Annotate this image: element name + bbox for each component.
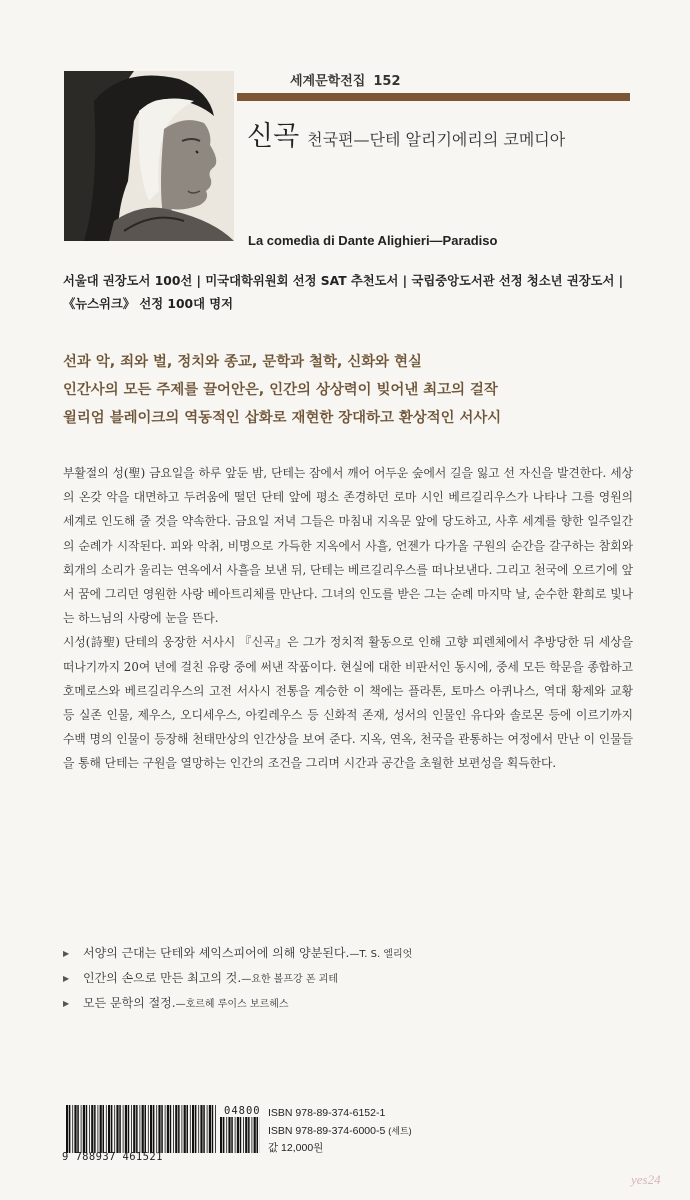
barcode-bar xyxy=(248,1117,250,1153)
barcode-digits: 9 788937 461521 xyxy=(62,1151,163,1163)
quote-item xyxy=(63,941,633,966)
barcode-bar xyxy=(77,1105,79,1153)
barcode-bar xyxy=(182,1105,183,1153)
barcode-bar xyxy=(108,1105,110,1153)
barcode-bar xyxy=(111,1105,113,1153)
barcode-bar xyxy=(173,1105,174,1153)
barcode-bar xyxy=(94,1105,96,1153)
barcode-bar xyxy=(240,1117,242,1153)
series-number: 152 xyxy=(373,74,401,89)
barcode-bar xyxy=(192,1105,194,1153)
barcode-bar xyxy=(220,1117,222,1153)
quote-text: 모든 문학의 절정. xyxy=(83,996,176,1010)
quote-text: 서양의 근대는 단테와 셰익스피어에 의해 양분된다. xyxy=(83,946,350,960)
barcode-bar xyxy=(257,1117,259,1153)
barcode-bar xyxy=(178,1105,180,1153)
isbn-line: ISBN 978-89-374-6152-1 xyxy=(268,1107,386,1119)
barcode-bar xyxy=(136,1105,138,1153)
watermark-logo: yes24 xyxy=(631,1172,661,1187)
description-paragraph: 시성(詩聖) 단테의 웅장한 서사시 『신곡』은 그가 정치적 활동으로 인해 고향 피렌체에서 추방당한 뒤 세상을 떠나기까지 20여 년에 걸친 유랑 중에 써낸 작품이다. 현실에 대한 비판서인 동시에, 중세 모든 학문을 종합하고 호메로스와 베르길리우스의 고전 서사시 전통을 계승한 이 책에는 플라톤, 토마스 아퀴나스, 역대 황제와 교황 등 실존 인물, 제우스, 오디세우스, 아킬레우스 등 신화적 존재, 성서의 인물인 유다와 솔로몬 등에 이르기까지 수백 명의 인물이 등장해 천태만상의 인간상을 보여 준다. 지옥, 연옥, 천국을 관통하는 여정에서 만난 이 인물들을 통해 단테는 구원을 열망하는 인간의 조건을 그리며 시간과 공간을 초월한 보편성을 획득한다. xyxy=(63,635,633,771)
header-rule xyxy=(237,93,630,101)
barcode-bar xyxy=(200,1105,202,1153)
book-description xyxy=(63,461,633,776)
triangle-bullet-icon: ▶ xyxy=(63,949,70,958)
barcode-bar xyxy=(66,1105,68,1153)
barcode-bar xyxy=(198,1105,199,1153)
barcode-bar xyxy=(170,1105,172,1153)
barcode-bar xyxy=(190,1105,191,1153)
barcode-bar xyxy=(114,1105,115,1153)
barcode-bar xyxy=(237,1117,239,1153)
barcode-bar xyxy=(131,1105,132,1153)
barcode-bar xyxy=(187,1105,189,1153)
barcode xyxy=(60,1103,260,1163)
barcode-bar xyxy=(235,1117,236,1153)
barcode-bar xyxy=(231,1117,233,1153)
triangle-bullet-icon: ▶ xyxy=(63,999,70,1008)
title-main: 신곡 xyxy=(247,121,300,152)
barcode-bar xyxy=(226,1117,227,1153)
description-paragraph: 부활절의 성(聖) 금요일을 하루 앞둔 밤, 단테는 잠에서 깨어 어두운 숲에서 길을 잃고 선 자신을 발견한다. 세상의 온갖 악을 대면하고 두려움에 떨던 단테 앞에 평소 존경하던 로마 시인 베르길리우스가 나타나 그를 영원의 세계로 인도해 줄 것을 약속한다. 금요일 저녁 그들은 마침내 지옥문 앞에 당도하고, 사후 세계를 향한 일주일간의 순례가 시작된다. 피와 악취, 비명으로 가득한 지옥에서 사흘, 언젠가 다가올 구원의 순간을 갈구하는 참회와 회개의 소리가 울리는 연옥에서 사흘을 보낸 뒤, 단테는 베르길리우스를 떠나보낸다. 그리고 천국에 오르기에 앞서 꿈에 그리던 영원한 사랑 베아트리체를 만난다. 그녀의 인도를 받은 그는 순례 마지막 날, 순수한 환희로 빛나는 하느님의 사랑에 눈을 뜬다. xyxy=(63,466,633,626)
barcode-bar xyxy=(195,1105,197,1153)
isbn-set-label: (세트) xyxy=(388,1125,412,1136)
barcode-bar xyxy=(156,1105,157,1153)
original-title: La comedìa di Dante Alighieri—Paradiso xyxy=(248,233,498,248)
highlight-line: 인간사의 모든 주제를 끌어안은, 인간의 상상력이 빚어낸 최고의 걸작 xyxy=(63,382,498,398)
barcode-bar xyxy=(74,1105,76,1153)
highlight-line: 선과 악, 죄와 벌, 정치와 종교, 문학과 철학, 신화와 현실 xyxy=(63,354,422,370)
barcode-bar xyxy=(86,1105,88,1153)
dante-portrait-icon xyxy=(64,71,234,241)
isbn-set-line xyxy=(268,1123,412,1141)
title-subtitle: 천국편—단테 알리기에리의 코메디아 xyxy=(307,130,566,149)
barcode-bar xyxy=(119,1105,121,1153)
series-name: 세계문학전집 xyxy=(290,74,366,89)
barcode-bar xyxy=(207,1105,208,1153)
barcode-addon-digits: 04800 xyxy=(224,1105,261,1117)
quote-text: 인간의 손으로 만든 최고의 것. xyxy=(83,971,242,985)
barcode-bar xyxy=(161,1105,163,1153)
dante-portrait-image xyxy=(64,71,234,241)
quote-author: —호르헤 루이스 보르헤스 xyxy=(175,999,289,1010)
barcode-bar xyxy=(167,1105,169,1153)
barcode-bar xyxy=(165,1105,166,1153)
barcode-bar xyxy=(98,1105,99,1153)
barcode-bar xyxy=(81,1105,82,1153)
barcode-bar xyxy=(150,1105,152,1153)
barcode-bar xyxy=(145,1105,147,1153)
barcode-bar xyxy=(223,1117,225,1153)
endorsements: 서울대 권장도서 100선 | 미국대학위원회 선정 SAT 추천도서 | 국립중앙도서관 선정 청소년 권장도서 | 《뉴스위크》 선정 100대 명저 xyxy=(63,274,624,311)
barcode-bar xyxy=(72,1105,73,1153)
barcode-bar xyxy=(148,1105,149,1153)
price: 값 12,000원 xyxy=(268,1142,324,1154)
barcode-bar xyxy=(245,1117,247,1153)
quote-author: —요한 볼프강 폰 괴테 xyxy=(241,974,339,985)
barcode-bar xyxy=(89,1105,90,1153)
quote-item xyxy=(63,991,633,1016)
barcode-bar xyxy=(209,1105,211,1153)
barcode-bar xyxy=(103,1105,105,1153)
barcode-bar xyxy=(69,1105,71,1153)
barcode-bar xyxy=(243,1117,244,1153)
barcode-bar xyxy=(142,1105,144,1153)
triangle-bullet-icon: ▶ xyxy=(63,974,70,983)
barcode-bar xyxy=(128,1105,130,1153)
quote-author: —T. S. 엘리엇 xyxy=(349,949,413,960)
barcode-bar xyxy=(153,1105,155,1153)
barcode-bar xyxy=(133,1105,135,1153)
barcode-bar xyxy=(203,1105,205,1153)
barcode-bar xyxy=(254,1117,256,1153)
barcode-bar xyxy=(158,1105,160,1153)
highlight-block xyxy=(63,348,633,432)
barcode-bar xyxy=(215,1105,216,1153)
barcode-bar xyxy=(83,1105,85,1153)
barcode-bar xyxy=(106,1105,107,1153)
barcode-bar xyxy=(91,1105,93,1153)
isbn-line: ISBN 978-89-374-6000-5 xyxy=(268,1124,386,1137)
barcode-bar xyxy=(184,1105,186,1153)
quote-list xyxy=(63,941,633,1016)
barcode-bar xyxy=(125,1105,127,1153)
barcode-addon-bars xyxy=(220,1117,260,1153)
barcode-bar xyxy=(212,1105,214,1153)
quote-item xyxy=(63,966,633,991)
barcode-bar xyxy=(116,1105,118,1153)
book-title xyxy=(247,114,565,153)
barcode-bar xyxy=(175,1105,177,1153)
barcode-bar xyxy=(228,1117,230,1153)
barcode-bar xyxy=(100,1105,102,1153)
series-label xyxy=(290,70,401,89)
barcode-bar xyxy=(252,1117,253,1153)
highlight-line: 윌리엄 블레이크의 역동적인 삽화로 재현한 장대하고 환상적인 서사시 xyxy=(63,410,502,426)
isbn-block xyxy=(268,1105,412,1158)
barcode-bar xyxy=(123,1105,124,1153)
barcode-bars xyxy=(66,1105,216,1153)
barcode-bar xyxy=(140,1105,141,1153)
